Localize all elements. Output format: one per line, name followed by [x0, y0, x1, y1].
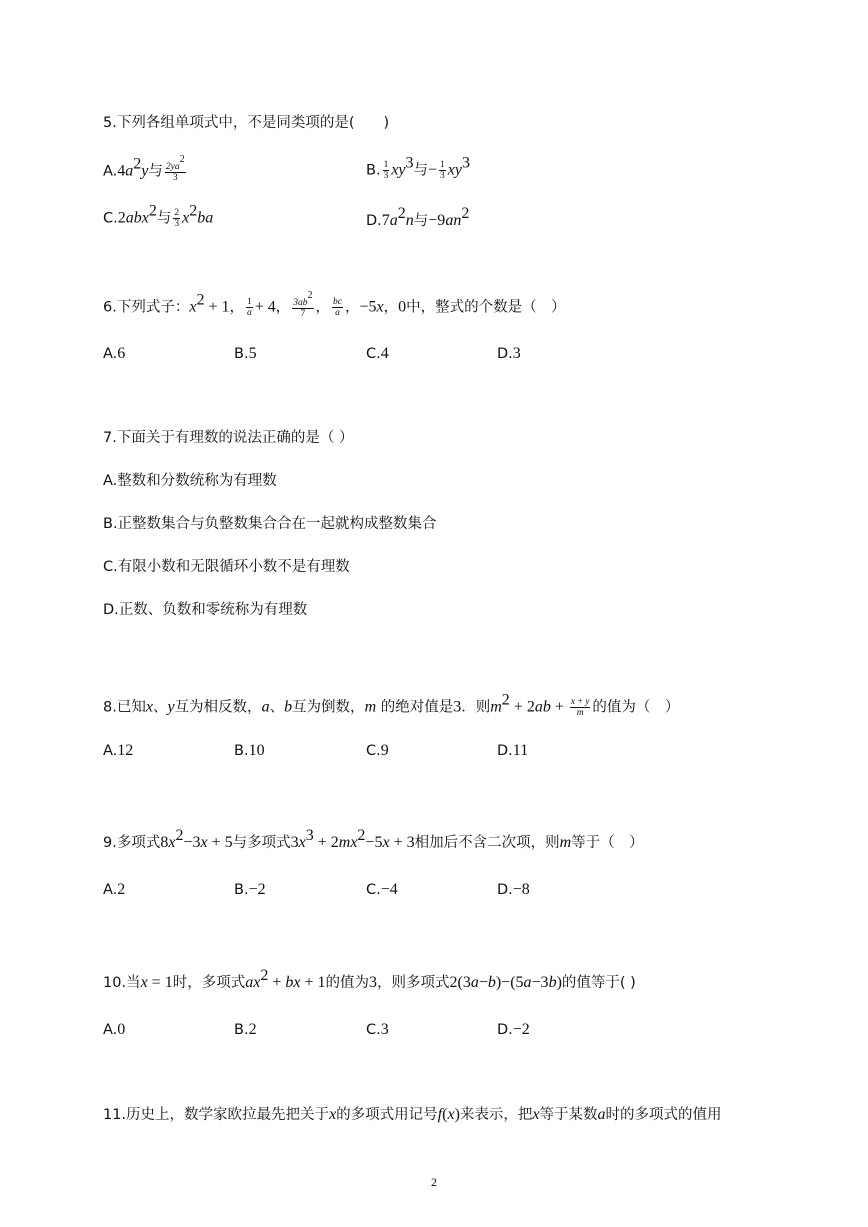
q10-option-c[interactable]: C.3	[366, 1021, 389, 1038]
q8-option-d[interactable]: D.11	[497, 742, 529, 759]
q7-option-b[interactable]: B.正整数集合与负整数集合合在一起就构成整数集合	[103, 516, 437, 532]
q5-option-b[interactable]: B. $\frac{1}{3}$ $xy^3$与− $\frac{1}{3}$ $xy^3$	[366, 154, 470, 181]
q9-stem: 9.多项式$8x^2-3x + 5$与多项式$3x^3 + 2mx^2-5x + 3$相加后不含二次项，则m等于（ ）	[103, 827, 644, 851]
q10-option-a[interactable]: A.0	[103, 1021, 126, 1038]
q8-stem: 8.已知x、y互为相反数，a、b互为倒数，m 的绝对值是3．则$m^2 + 2ab$ + $\frac{x + y}{m}$ 的值为（ ）	[103, 691, 680, 718]
fraction: $\frac{bc}{a}$	[333, 297, 342, 318]
fraction: $\frac{1}{3}$	[440, 160, 445, 181]
q5-stem: 5.下列各组单项式中，不是同类项的是( )	[103, 115, 390, 131]
q6-option-d[interactable]: D.3	[497, 345, 521, 362]
fraction: $\frac{3ab^2}{7}$	[293, 290, 313, 319]
q9-option-d[interactable]: D.−8	[497, 881, 530, 898]
q6-option-b[interactable]: B.5	[234, 345, 257, 362]
fraction: $\frac{2ya^2}{3}$	[165, 154, 185, 183]
q5-option-d[interactable]: $D.7a^2n$与$-9an^2$	[366, 205, 470, 229]
q7-option-a[interactable]: A.整数和分数统称为有理数	[103, 473, 277, 489]
q6-option-c[interactable]: C.4	[366, 345, 389, 362]
q7-option-c[interactable]: C.有限小数和无限循环小数不是有理数	[103, 559, 350, 575]
q11-stem: 11.历史上，数学家欧拉最先把关于x的多项式用记号f(x)来表示，把x等于某数a时的多项式的值用	[103, 1106, 722, 1123]
q7-option-d[interactable]: D.正数、负数和零统称为有理数	[103, 602, 308, 618]
fraction: $\frac{1}{3}$	[383, 160, 389, 181]
fraction: $\frac{2}{3}$	[174, 208, 180, 229]
q6-stem: 6.下列式子：$x^2 + 1$， $\frac{1}{a}$ + 4， $\frac{3ab^2}{7}$ ， $\frac{bc}{a}$ ，−5x，0中，整式的个数是（ ）	[103, 290, 566, 319]
page-number: 2	[431, 1175, 437, 1189]
fraction: $\frac{1}{a}$	[246, 297, 252, 318]
q8-option-a[interactable]: A.12	[103, 742, 134, 759]
q10-stem: 10.当x = 1时，多项式$ax^2$ + bx + 1的值为3，则多项式2(3a−b)−(5a−3b)的值等于( )	[103, 967, 636, 991]
q9-option-a[interactable]: A.2	[103, 881, 126, 898]
q9-option-c[interactable]: C.−4	[366, 881, 398, 898]
q9-option-b[interactable]: B.−2	[234, 881, 266, 898]
q8-option-b[interactable]: B.10	[234, 742, 265, 759]
q8-option-c[interactable]: C.9	[366, 742, 389, 759]
q10-option-d[interactable]: D.−2	[497, 1021, 530, 1038]
q6-option-a[interactable]: A.6	[103, 345, 126, 362]
q10-option-b[interactable]: B.2	[234, 1021, 257, 1038]
fraction: $\frac{x + y}{m}$	[570, 697, 590, 718]
q5-option-c[interactable]: C.2abx$^2$与 $\frac{2}{3}$ $x^2ba$	[103, 202, 214, 229]
q5-option-a[interactable]: $A.4a^2y$与 $\frac{2ya^2}{3}$	[103, 154, 185, 183]
q7-stem: 7.下面关于有理数的说法正确的是（ ）	[103, 430, 354, 446]
